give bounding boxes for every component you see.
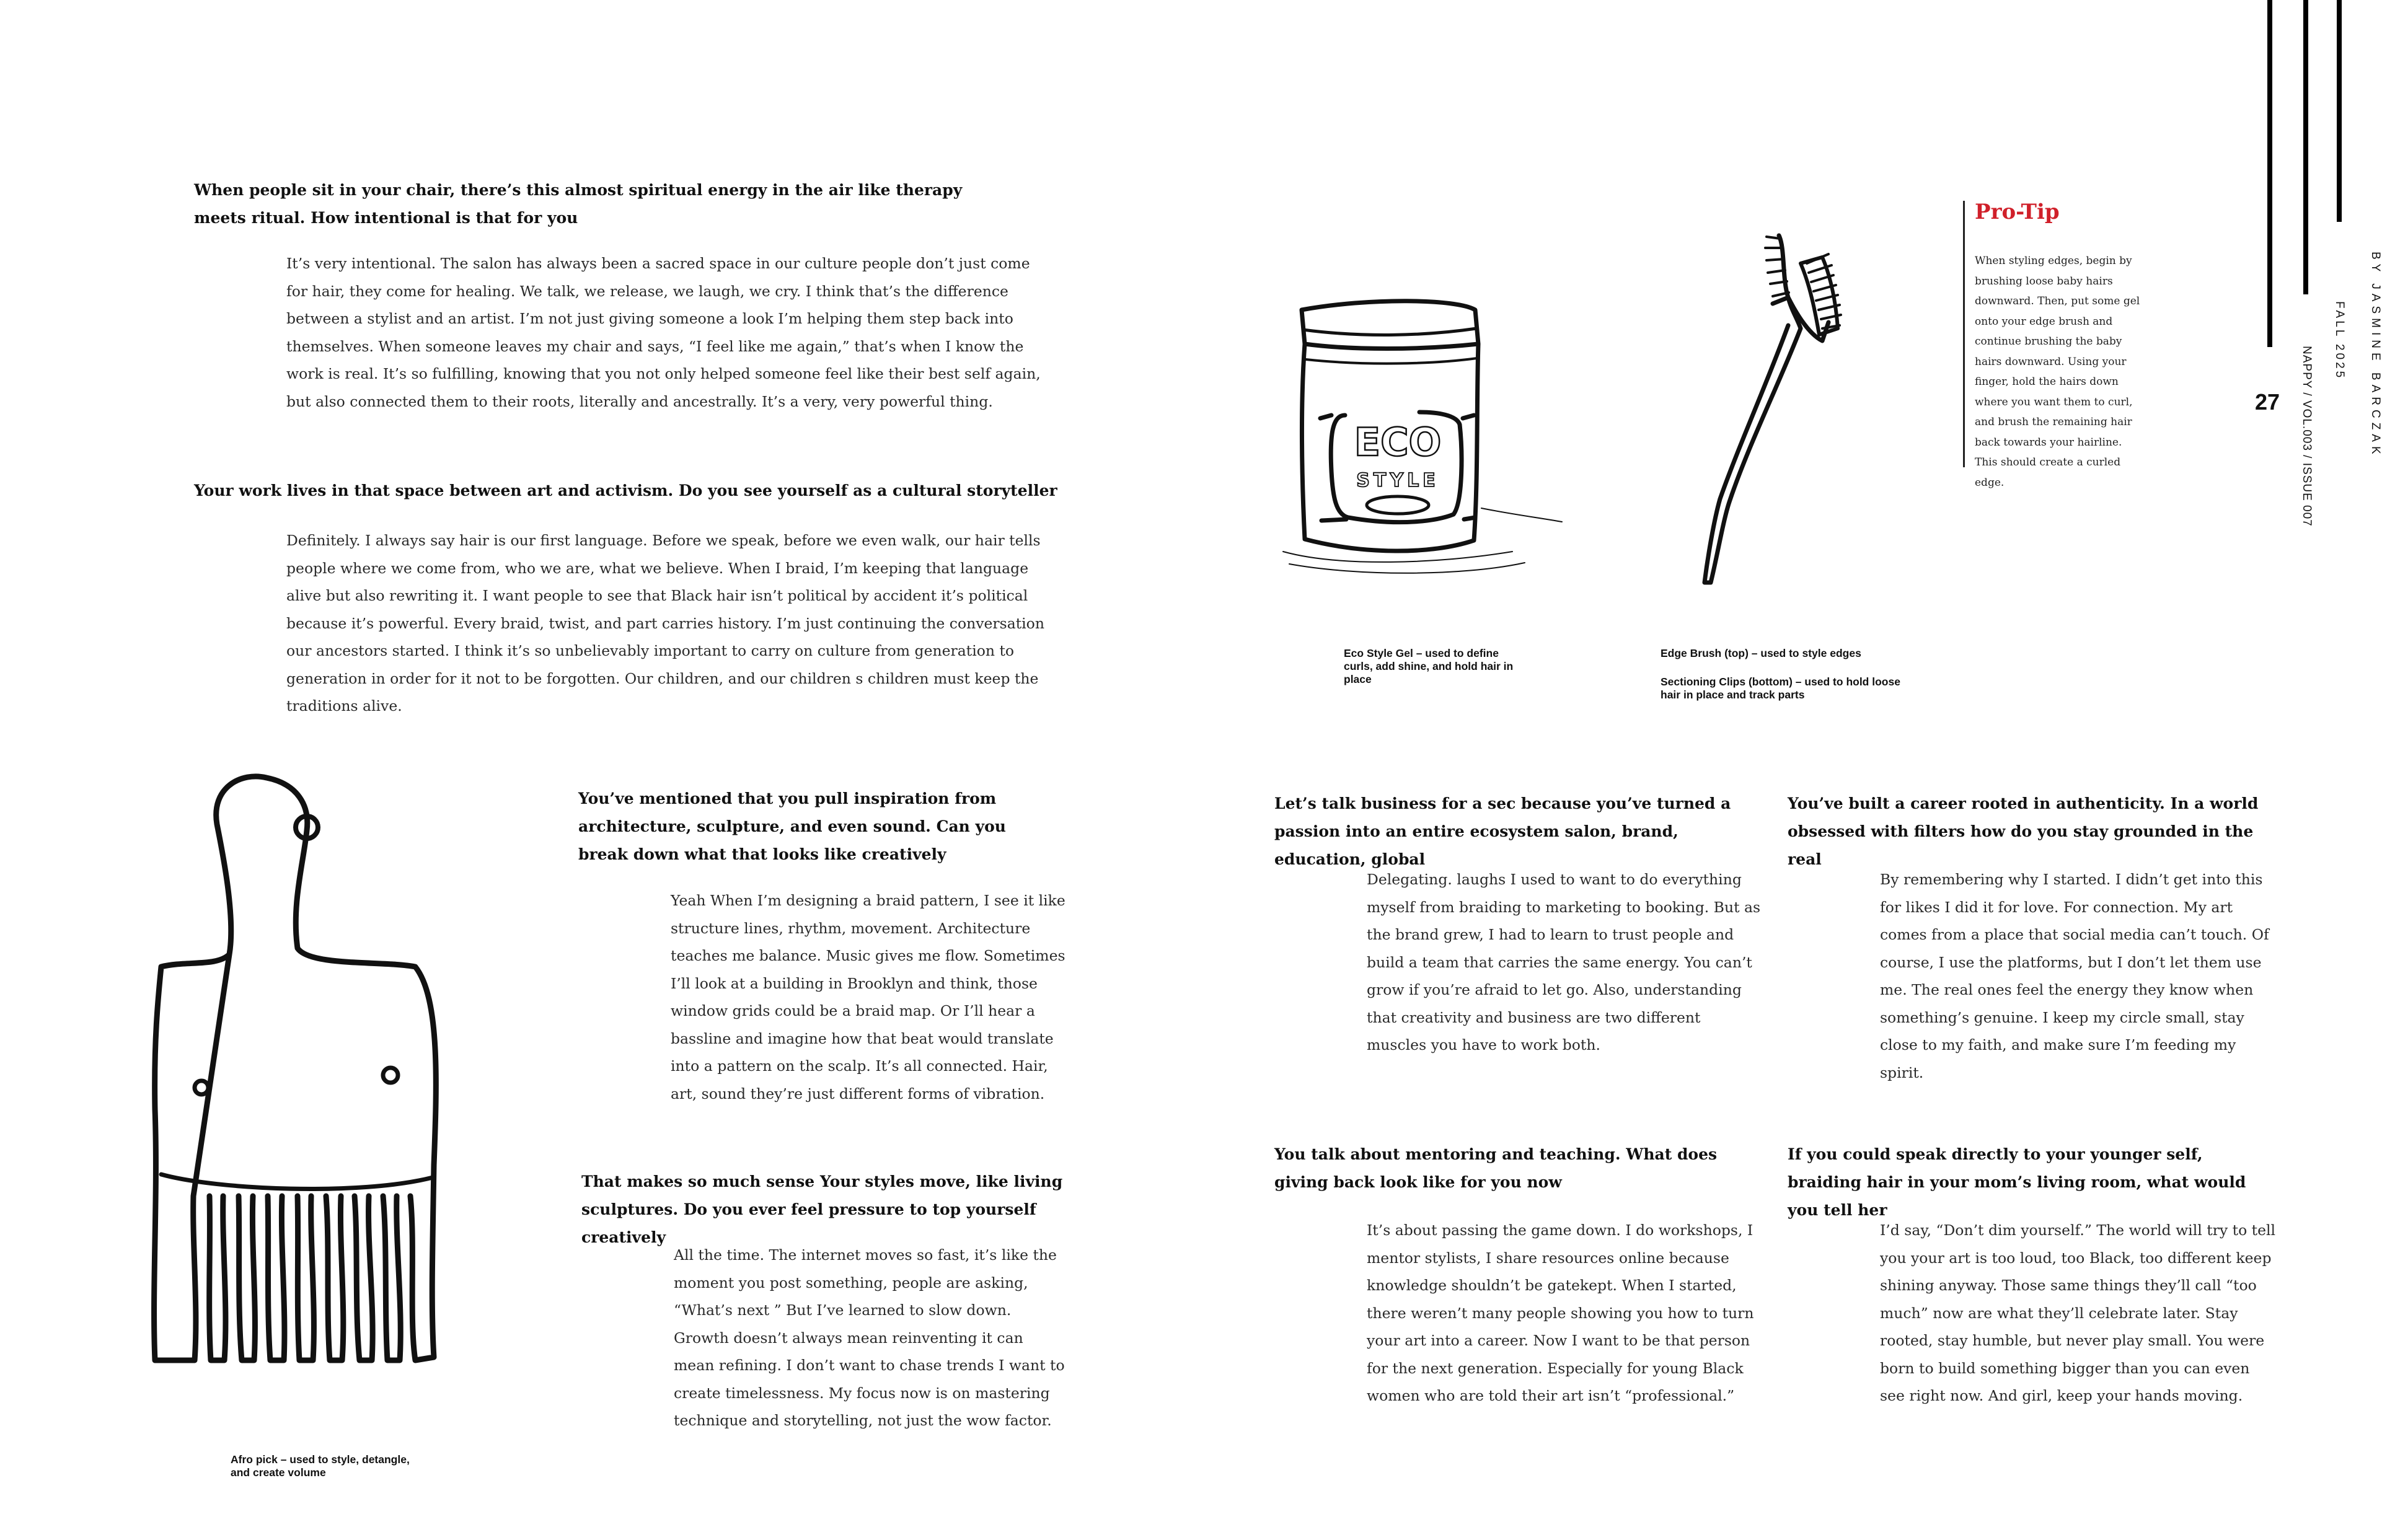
question-3: You’ve mentioned that you pull inspiration from architecture, sculpture, and even sound. Can you break down what that looks like creatively	[578, 790, 1006, 863]
answer-7: It’s about passing the game down. I do workshops, I mentor stylists, I share resources online because knowledge shouldn’t be gatekept. When I started, there weren’t many people showing you how to turn your art into a career. Now I want to be that person for the next generation. Especially for young Black women who are told their art isn’t “professional.”	[1367, 1221, 1754, 1404]
edge-brush-illustration	[1674, 211, 1872, 595]
spine-bar-2	[2303, 0, 2308, 294]
byline: BY JASMINE BARCZAK	[2369, 252, 2382, 459]
page-number: 27	[2255, 389, 2280, 415]
spine-bar-3	[2337, 0, 2342, 222]
jar-label-style: STYLE	[1356, 470, 1439, 491]
answer-3: Yeah When I’m designing a braid pattern, I see it like structure lines, rhythm, movement. Architecture teaches me balance. Music gives me flow. Sometimes I’ll look at a building in Brooklyn and think, those window grids could be a braid map. Or I’ll hear a bassline and imagine how that beat would translate into a pattern on the scalp. It’s all connected. Hair, art, sound they’re just different forms of vibration.	[671, 892, 1065, 1102]
afro-pick-illustration	[124, 762, 471, 1382]
question-8: If you could speak directly to your younger self, braiding hair in your mom’s living room, what would you tell her	[1788, 1145, 2246, 1219]
question-6: You’ve built a career rooted in authenticity. In a world obsessed with filters how do you stay grounded in the real	[1788, 794, 2259, 868]
caption-edge-brush: Edge Brush (top) – used to style edges	[1661, 647, 1861, 659]
answer-2: Definitely. I always say hair is our first language. Before we speak, before we even walk, our hair tells people where we come from, who we are, what we believe. When I braid, I’m keeping that language alive but also rewriting it. I want people to see that Black hair isn’t political by accident it’s political because it’s powerful. Every braid, twist, and part carries history. I’m just continuing the conversation our ancestors started. I think it’s so unbelievably important to carry on culture from generation to generation in order for it not to be forgotten. Our children, and our children s children must keep the traditions alive.	[286, 532, 1044, 715]
question-5: Let’s talk business for a sec because you’ve turned a passion into an entire ecosystem salon, brand, education, global	[1274, 794, 1731, 868]
answer-4: All the time. The internet moves so fast, it’s like the moment you post something, people are asking, “What’s next ” But I’ve learned to slow down. Growth doesn’t always mean reinventing it can mean refining. I don’t want to chase trends I want to create timelessness. My focus now is on mastering technique and storytelling, not just the wow factor.	[674, 1246, 1065, 1429]
answer-5: Delegating. laughs I used to want to do everything myself from braiding to marketing to booking. But as the brand grew, I had to learn to trust people and build a team that carries the same energy. You can’t grow if you’re afraid to let go. Also, understanding that creativity and business are two different muscles you have to work both.	[1367, 871, 1761, 1054]
eco-style-gel-illustration	[1277, 291, 1599, 589]
jar-label-eco: ECO	[1354, 420, 1442, 465]
protip-rule	[1963, 201, 1965, 467]
answer-8: I’d say, “Don’t dim yourself.” The world will try to tell you your art is too loud, too Black, too different keep shining anyway. Those same things they’ll call “too much” now are what they’ll celebrate later. Stay rooted, stay humble, but never play small. You were born to build something bigger than you can even see right now. And girl, keep your hands moving.	[1880, 1221, 2276, 1404]
spine-bar-1	[2267, 0, 2272, 347]
caption-afro-pick: Afro pick – used to style, detangle, and create volume	[231, 1453, 410, 1479]
question-4: That makes so much sense Your styles move, like living sculptures. Do you ever feel pressure to top yourself creatively	[581, 1173, 1063, 1246]
caption-gel: Eco Style Gel – used to define curls, add shine, and hold hair in place	[1344, 647, 1514, 685]
question-1: When people sit in your chair, there’s this almost spiritual energy in the air like therapy meets ritual. How intentional is that for you	[194, 181, 963, 227]
answer-6: By remembering why I started. I didn’t get into this for likes I did it for love. For connection. My art comes from a place that social media can’t touch. Of course, I use the platforms, but I don’t let them use me. The real ones feel the energy they know when something’s genuine. I keep my circle small, stay close to my faith, and make sure I’m feeding my spirit.	[1880, 871, 2269, 1081]
question-2: Your work lives in that space between art and activism. Do you see yourself as a cultural storyteller	[194, 482, 1057, 499]
protip-title: Pro-Tip	[1975, 200, 2060, 224]
protip-body: When styling edges, begin by brushing loose baby hairs downward. Then, put some gel onto your edge brush and continue brushing the baby hairs downward. Using your finger, hold the hairs down where you want them to curl, and brush the remaining hair back towards your hairline. This should create a curled edge.	[1975, 255, 2140, 489]
issue-season: FALL 2025	[2333, 301, 2346, 381]
answer-1: It’s very intentional. The salon has always been a sacred space in our culture people don’t just come for hair, they come for healing. We talk, we release, we laugh, we cry. I think that’s the difference between a stylist and an artist. I’m not just giving someone a look I’m helping them step back into themselves. When someone leaves my chair and says, “I feel like me again,” that’s when I know the work is real. It’s so fulfilling, knowing that you not only helped someone feel like their best self again, but also connected them to their roots, literally and ancestrally. It’s a very, very powerful thing.	[286, 255, 1041, 410]
question-7: You talk about mentoring and teaching. What does giving back look like for you now	[1274, 1145, 1718, 1191]
caption-sectioning-clips: Sectioning Clips (bottom) – used to hold loose hair in place and track parts	[1661, 675, 1900, 701]
issue-line: NAPPY / VOL.003 / ISSUE 007	[2300, 346, 2313, 527]
